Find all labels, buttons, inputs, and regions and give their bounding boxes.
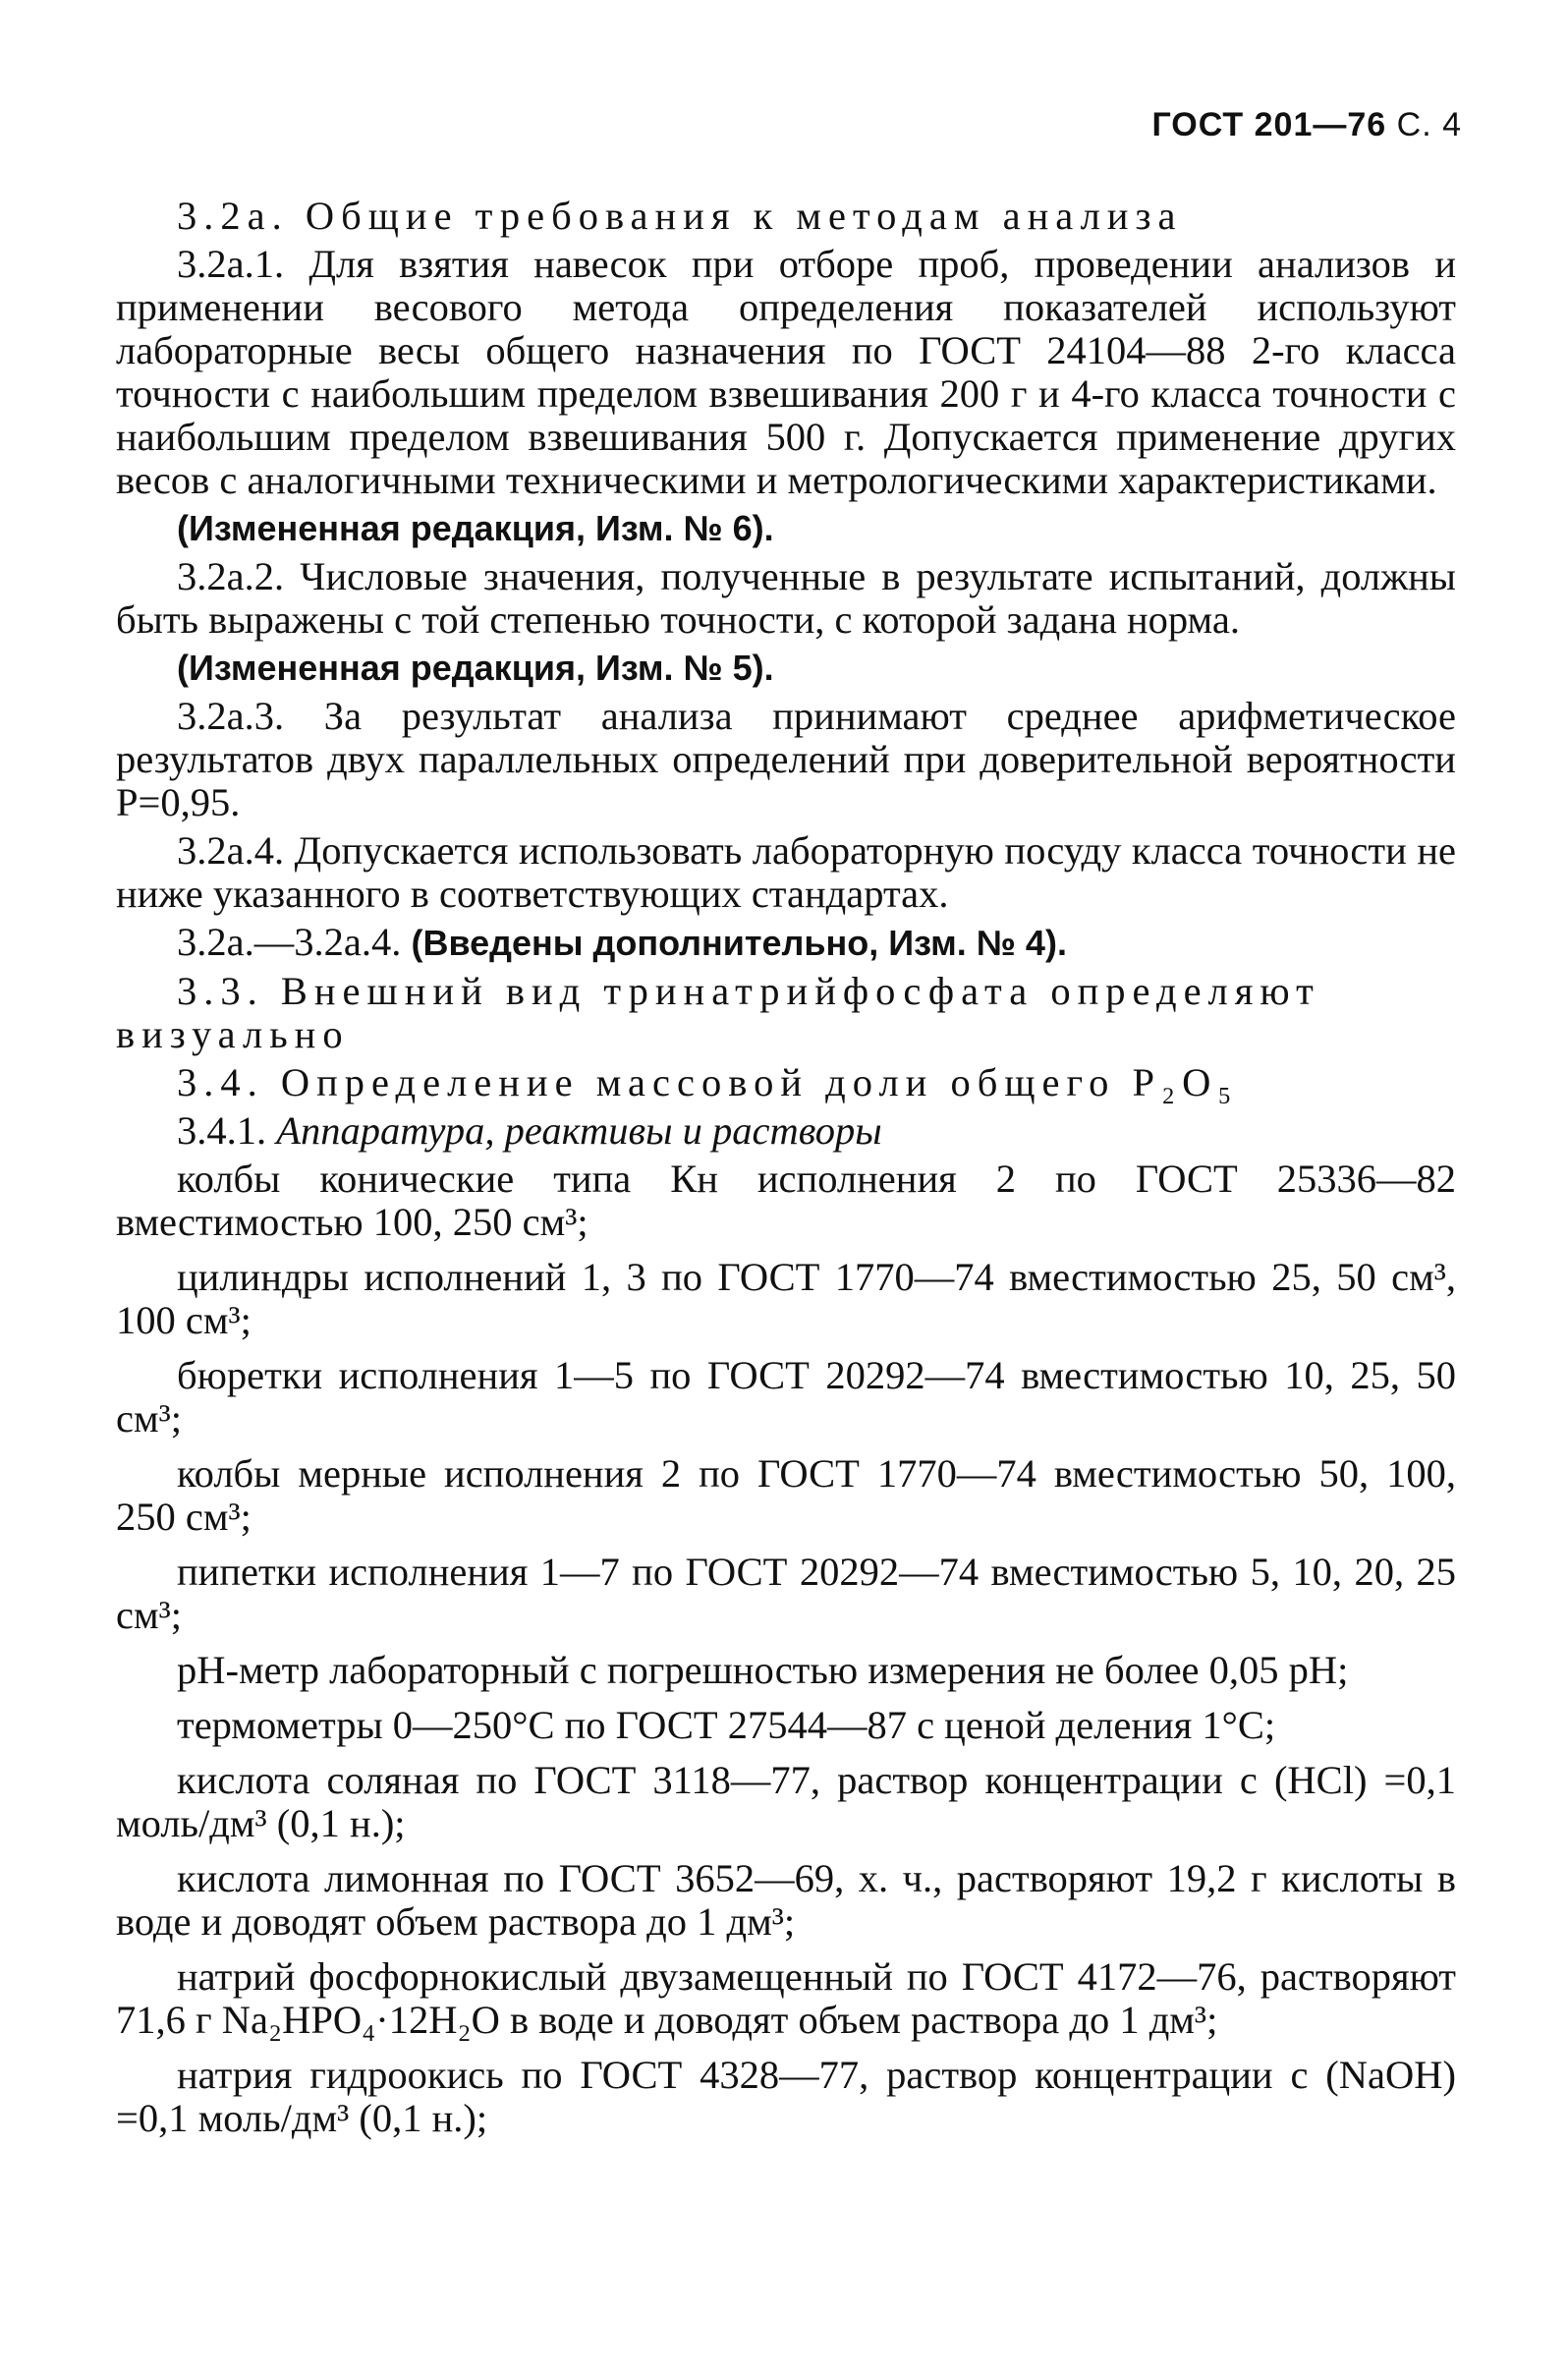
list-item: бюретки исполнения 1—5 по ГОСТ 20292—74 вместимостью 10, 25, 50 см³; <box>116 1353 1456 1441</box>
list-item: кислота лимонная по ГОСТ 3652—69, х. ч., растворяют 19,2 г кислоты в воде и доводят объем раствора до 1 дм³; <box>116 1856 1456 1944</box>
clause-number: 3.4.1. <box>177 1108 267 1153</box>
reagent-list <box>116 1158 1456 2140</box>
paragraph: 3.2а.3. За результат анализа принимают среднее арифметическое результатов двух параллельных определений при доверительной вероятности P=0,95. <box>116 694 1456 824</box>
list-item: цилиндры исполнений 1, 3 по ГОСТ 1770—74 вместимостью 25, 50 см³, 100 см³; <box>116 1255 1456 1342</box>
section-heading: 3.3. Внешний вид тринатрийфосфата определяют визуально <box>116 969 1320 1056</box>
list-item: колбы мерные исполнения 2 по ГОСТ 1770—74 вместимостью 50, 100, 250 см³; <box>116 1451 1456 1539</box>
list-item: колбы конические типа Кн исполнения 2 по ГОСТ 25336—82 вместимостью 100, 250 см³; <box>116 1157 1456 1244</box>
paragraph: 3.2а.2. Числовые значения, полученные в результате испытаний, должны быть выражены с той степенью точности, с которой задана норма. <box>116 554 1456 642</box>
document-body <box>116 195 1456 2152</box>
page-header <box>1151 106 1462 144</box>
list-item: пипетки исполнения 1—7 по ГОСТ 20292—74 вместимостью 5, 10, 20, 25 см³; <box>116 1550 1456 1637</box>
amendment-note: (Измененная редакция, Изм. № 5). <box>177 648 774 688</box>
subsection-heading <box>116 1109 1456 1153</box>
paragraph: 3.2а.4. Допускается использовать лабораторную посуду класса точности не ниже указанного в соответствующих стандартах. <box>116 828 1456 916</box>
list-item: натрий фосфорнокислый двузамещенный по ГОСТ 4172—76, растворяют 71,6 г Na₂HPO₄·12H₂O в воде и доводят объем раствора до 1 дм³; <box>116 1954 1456 2042</box>
clause-range: 3.2а.—3.2а.4. <box>177 920 402 964</box>
list-item: кислота соляная по ГОСТ 3118—77, раствор концентрации с (HCl) =0,1 моль/дм³ (0,1 н.); <box>116 1758 1456 1845</box>
page-number: С. 4 <box>1396 106 1462 143</box>
list-item: термометры 0—250°С по ГОСТ 27544—87 с ценой деления 1°С; <box>177 1703 1276 1747</box>
paragraph: 3.2а.1. Для взятия навесок при отборе проб, проведении анализов и применении весового метода определения показателей используют лабораторные весы общего назначения по ГОСТ 24104—88 2-го класса точности с наибольшим пределом взвешивания 200 г и 4-го класса точности с наибольшим пределом взвешивания 500 г. Допускается применение других весов с аналогичными техническими и метрологическими характеристиками. <box>116 242 1456 502</box>
subsection-title: Аппаратура, реактивы и растворы <box>276 1108 882 1153</box>
list-item: рН-метр лабораторный с погрешностью измерения не более 0,05 рН; <box>177 1648 1349 1692</box>
amendment-line <box>116 921 1456 965</box>
section-heading: 3.4. Определение массовой доли общего P₂O₅ <box>177 1060 1239 1104</box>
section-heading: 3.2а. Общие требования к методам анализа <box>177 194 1183 238</box>
list-item: натрия гидроокись по ГОСТ 4328—77, раствор концентрации с (NaOH) =0,1 моль/дм³ (0,1 н.); <box>116 2053 1456 2140</box>
amendment-note: (Измененная редакция, Изм. № 6). <box>177 508 774 548</box>
standard-code: ГОСТ 201—76 <box>1151 106 1387 143</box>
amendment-note: (Введены дополнительно, Изм. № 4). <box>411 923 1067 963</box>
